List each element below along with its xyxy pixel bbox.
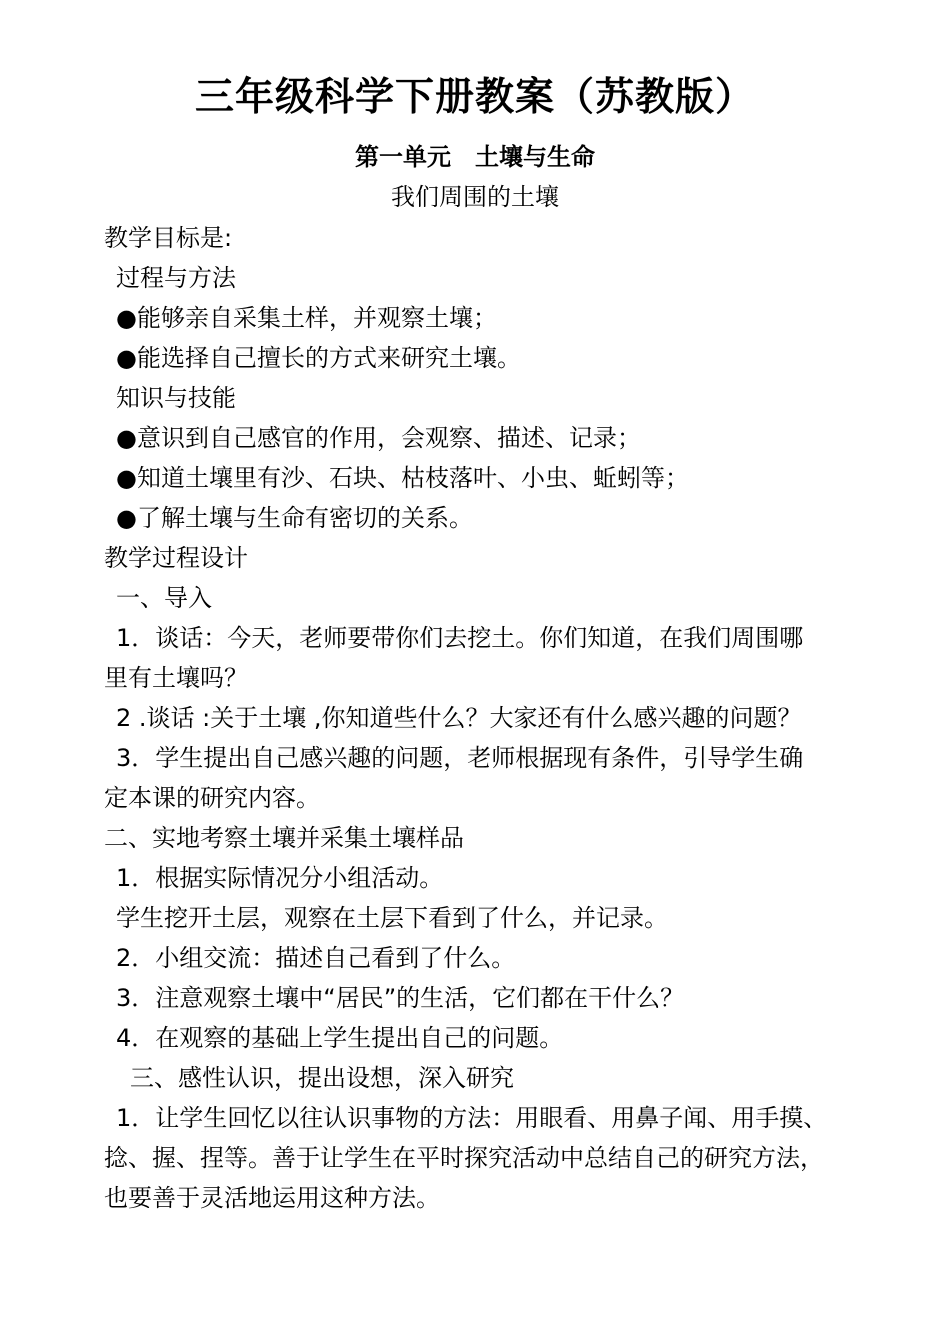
section-heading-objectives: 教学目标是: [104, 224, 233, 252]
paragraph-line: 1．让学生回忆以往认识事物的方法：用眼看、用鼻子闻、用手摸、 [116, 1104, 828, 1132]
paragraph-line: 也要善于灵活地运用这种方法。 [104, 1184, 440, 1212]
bullet-item: ●意识到自己感官的作用，会观察、描述、记录； [116, 424, 641, 452]
paragraph-line: 2 .谈话 :关于土壤 ,你知道些什么？大家还有什么感兴趣的问题？ [116, 704, 802, 732]
subheading-knowledge-skills: 知识与技能 [116, 384, 236, 412]
bullet-item: ●知道土壤里有沙、石块、枯枝落叶、小虫、蚯蚓等； [116, 464, 689, 492]
paragraph-line: 4．在观察的基础上学生提出自己的问题。 [116, 1024, 564, 1052]
unit-heading: 第一单元 土壤与生命 [355, 143, 595, 171]
document-body [104, 218, 852, 1218]
step-heading-research: 三、感性认识，提出设想，深入研究 [130, 1064, 514, 1092]
paragraph-line: 捻、握、捏等。善于让学生在平时探究活动中总结自己的研究方法， [104, 1144, 824, 1172]
step-heading-intro: 一、导入 [116, 584, 212, 612]
paragraph-line: 定本课的研究内容。 [104, 784, 320, 812]
lesson-title: 我们周围的土壤 [391, 183, 559, 211]
paragraph-line: 学生挖开土层，观察在土层下看到了什么，并记录。 [116, 904, 668, 932]
paragraph-line: 里有土壤吗？ [104, 664, 248, 692]
paragraph-line: 3．学生提出自己感兴趣的问题，老师根据现有条件，引导学生确 [116, 744, 804, 772]
section-heading-process-design: 教学过程设计 [104, 544, 248, 572]
bullet-item: ●能选择自己擅长的方式来研究土壤。 [116, 344, 521, 372]
document-title: 三年级科学下册教案（苏教版） [194, 75, 755, 120]
step-heading-fieldwork: 二、实地考察土壤并采集土壤样品 [104, 824, 464, 852]
paragraph-line: 1．谈话：今天，老师要带你们去挖土。你们知道，在我们周围哪 [116, 624, 804, 652]
bullet-item: ●能够亲自采集土样，并观察土壤； [116, 304, 497, 332]
paragraph-line: 1．根据实际情况分小组活动。 [116, 864, 444, 892]
subheading-process-method: 过程与方法 [116, 264, 236, 292]
paragraph-line: 3．注意观察土壤中“居民”的生活，它们都在干什么？ [116, 984, 685, 1012]
bullet-item: ●了解土壤与生命有密切的关系。 [116, 504, 473, 532]
paragraph-line: 2．小组交流：描述自己看到了什么。 [116, 944, 516, 972]
